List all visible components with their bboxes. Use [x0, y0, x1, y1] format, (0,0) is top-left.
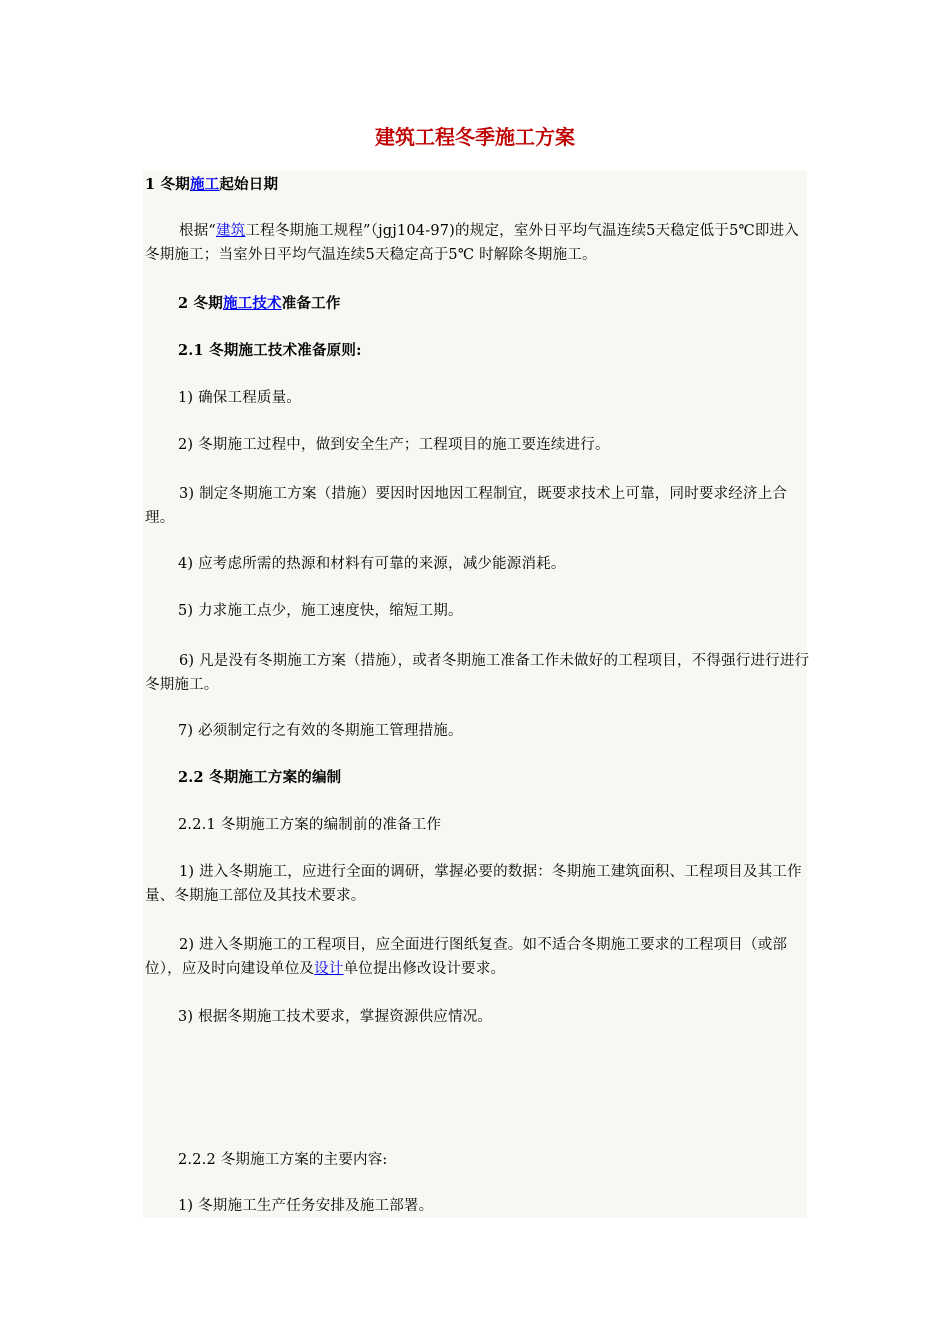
heading-text: 准备工作 — [281, 295, 341, 312]
section-1-heading — [145, 173, 810, 197]
link-shigong-jishu[interactable]: 施工技术 — [222, 295, 282, 312]
list-item — [145, 933, 810, 981]
section-2-1-heading: 2.1 冬期施工技术准备原则: — [178, 342, 362, 359]
section-1-paragraph — [145, 219, 810, 267]
heading-text: 2 冬期 — [178, 295, 223, 312]
list-item: 4) 应考虑所需的热源和材料有可靠的来源，减少能源消耗。 — [178, 556, 566, 572]
list-item: 3) 根据冬期施工技术要求，掌握资源供应情况。 — [178, 1009, 493, 1025]
list-item: 1) 冬期施工生产任务安排及施工部署。 — [178, 1198, 434, 1214]
list-item: 1) 确保工程质量。 — [178, 390, 301, 406]
link-jianzhu[interactable]: 建筑 — [216, 223, 246, 239]
page-title: 建筑工程冬季施工方案 — [375, 125, 575, 149]
link-sheji[interactable]: 设计 — [314, 961, 344, 977]
list-item: 5) 力求施工点少，施工速度快，缩短工期。 — [178, 603, 463, 619]
list-item: 7) 必须制定行之有效的冬期施工管理措施。 — [178, 723, 463, 739]
list-item-text: 单位提出修改设计要求。 — [343, 961, 506, 977]
section-2-heading — [145, 292, 810, 316]
section-2-2-1-heading: 2.2.1 冬期施工方案的编制前的准备工作 — [178, 817, 442, 833]
heading-text: 1 冬期 — [145, 176, 190, 193]
paragraph-text: 工程冬期施工规程”（jgj104-97)的规定，室外日平均气温连续5天稳定低于5℃即进入冬期施工；当室外日平均气温连续5天稳定高于5℃ 时解除冬期施工。 — [145, 223, 800, 263]
link-shigong[interactable]: 施工 — [189, 176, 220, 193]
list-item: 1) 进入冬期施工，应进行全面的调研，掌握必要的数据：冬期施工建筑面积、工程项目及其工作量、冬期施工部位及其技术要求。 — [145, 864, 802, 904]
section-2-2-2-heading: 2.2.2 冬期施工方案的主要内容: — [178, 1152, 388, 1168]
paragraph-text: 根据“ — [179, 223, 217, 239]
section-2-2-heading: 2.2 冬期施工方案的编制 — [178, 769, 342, 786]
list-item: 3) 制定冬期施工方案（措施）要因时因地因工程制宜，既要求技术上可靠，同时要求经济上合理。 — [145, 486, 788, 526]
heading-text: 起始日期 — [219, 176, 279, 193]
list-item: 2) 冬期施工过程中，做到安全生产；工程项目的施工要连续进行。 — [178, 437, 610, 453]
list-item-text: 2) 进入冬期施工的工程项目，应全面进行图纸复查。如不适合冬期施工要求的工程项目（或部位），应及时向建设单位及 — [145, 937, 788, 977]
list-item: 6) 凡是没有冬期施工方案（措施），或者冬期施工准备工作未做好的工程项目，不得强行进行进行冬期施工。 — [145, 653, 810, 693]
